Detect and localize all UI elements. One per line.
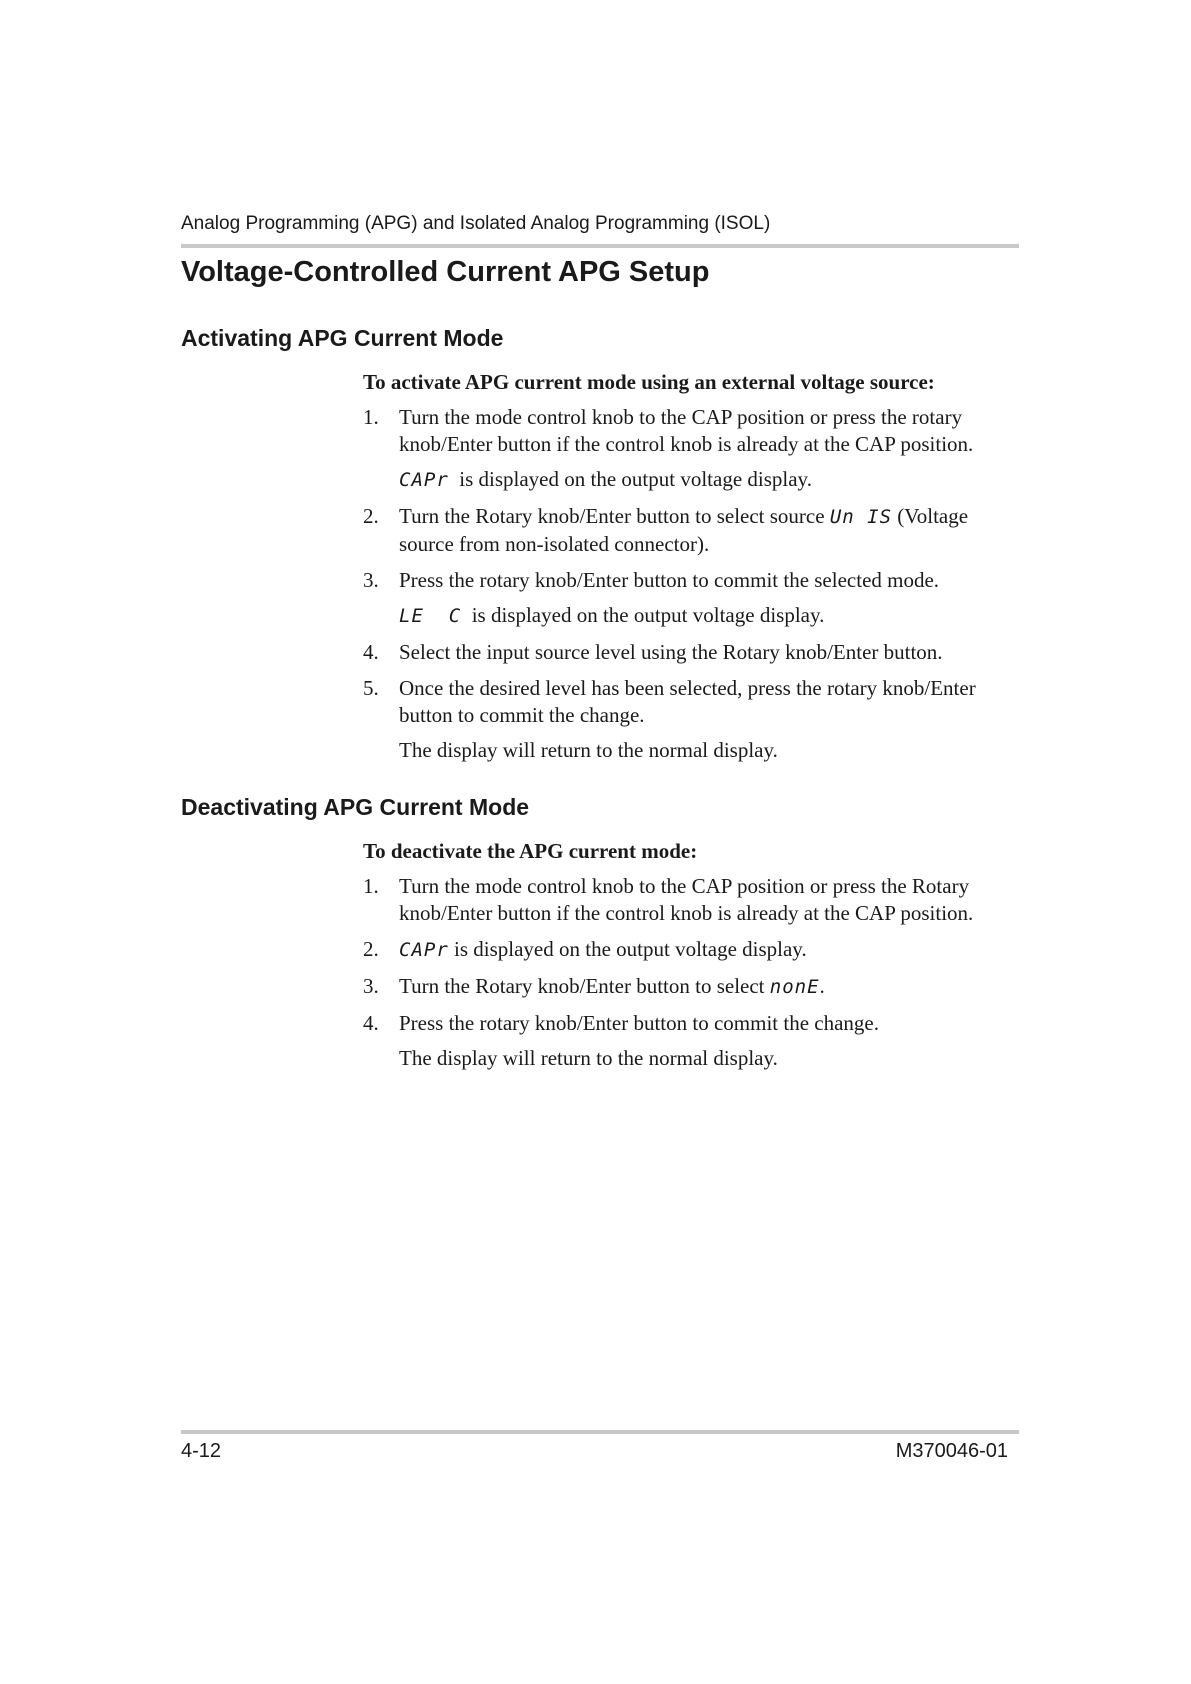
page-number: 4-12 <box>181 1440 222 1462</box>
step-number: 5. <box>363 676 379 700</box>
step-item <box>363 936 1023 964</box>
step-number: 1. <box>363 874 379 898</box>
step-note-text: The display will return to the normal display. <box>399 738 778 762</box>
display-readout: CAPr <box>399 939 449 961</box>
procedure-deactivate <box>363 838 1023 1081</box>
display-readout: Un IS <box>829 506 893 528</box>
step-number: 2. <box>363 937 379 961</box>
step-text: Turn the mode control knob to the CAP position or press the Rotary knob/Enter button if the control knob is already at the CAP position. <box>399 874 974 925</box>
display-readout: CAPr <box>399 469 449 491</box>
procedure-title: To activate APG current mode using an external voltage source: <box>363 370 935 394</box>
running-header: Analog Programming (APG) and Isolated Analog Programming (ISOL) <box>181 213 771 234</box>
footer-rule <box>181 1430 1019 1434</box>
section-heading-activating: Activating APG Current Mode <box>181 325 504 351</box>
step-text: Once the desired level has been selected, press the rotary knob/Enter button to commit the change. <box>399 676 976 727</box>
step-text: Select the input source level using the Rotary knob/Enter button. <box>399 640 943 664</box>
step-text: Turn the mode control knob to the CAP position or press the rotary knob/Enter button if the control knob is already at the CAP position. <box>399 405 974 456</box>
step-text-before: Turn the Rotary knob/Enter button to select <box>399 974 765 998</box>
step-text <box>399 503 1023 558</box>
step-text <box>399 973 1023 1001</box>
step-note <box>399 466 1023 494</box>
step-note-text: is displayed on the output voltage display. <box>459 467 812 491</box>
step-text: Press the rotary knob/Enter button to commit the change. <box>399 1011 879 1035</box>
step-text-after: . <box>819 974 825 998</box>
header-rule <box>181 244 1019 248</box>
step-item <box>363 675 1023 729</box>
section-heading-deactivating: Deactivating APG Current Mode <box>181 794 530 820</box>
step-item <box>363 639 1023 666</box>
step-note-text: is displayed on the output voltage display. <box>471 603 825 627</box>
step-number: 4. <box>363 1011 379 1035</box>
step-number: 1. <box>363 405 379 429</box>
step-text-before: Turn the Rotary knob/Enter button to select source <box>399 504 825 528</box>
display-readout: LE C <box>399 605 462 627</box>
step-text-after: (Voltage source from non-isolated connector). <box>399 504 969 556</box>
display-readout: nonE <box>769 976 820 998</box>
step-text <box>399 936 1023 964</box>
step-item <box>363 503 1023 558</box>
procedure-activate <box>363 369 1023 773</box>
step-note-text: The display will return to the normal display. <box>399 1046 778 1070</box>
step-number: 3. <box>363 568 379 592</box>
step-item <box>363 973 1023 1001</box>
document-number: M370046-01 <box>895 1440 1008 1462</box>
step-number: 2. <box>363 504 379 528</box>
step-item <box>363 567 1023 594</box>
step-item <box>363 1010 1023 1037</box>
step-number: 3. <box>363 974 379 998</box>
step-text: Press the rotary knob/Enter button to commit the selected mode. <box>399 568 940 592</box>
page-title: Voltage-Controlled Current APG Setup <box>181 256 710 288</box>
step-number: 4. <box>363 640 379 664</box>
procedure-title: To deactivate the APG current mode: <box>363 839 698 863</box>
step-item <box>363 404 1023 458</box>
step-item <box>363 873 1023 927</box>
step-text-after: is displayed on the output voltage display. <box>454 937 807 961</box>
step-note <box>399 602 1023 630</box>
